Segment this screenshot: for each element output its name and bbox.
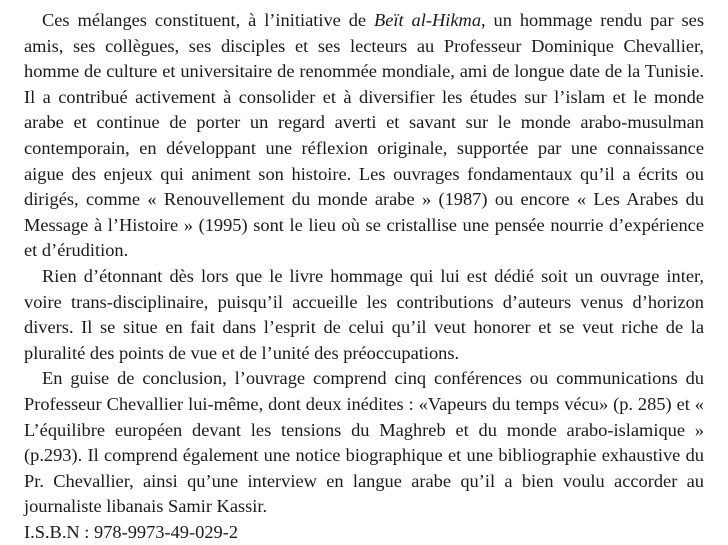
- institution-name: Beït al-Hikma: [374, 10, 482, 30]
- book-description: [24, 8, 704, 545]
- paragraph-intro-text-start: Ces mélanges constituent, à l’initiative de: [42, 10, 375, 30]
- paragraph-interdisciplinary: Rien d’étonnant dès lors que le livre hommage qui lui est dédié soit un ouvrage inter, voire trans-disciplinaire, puisqu’il accueille les contributions d’auteurs venus d’horizon divers. Il se situe en fait dans l’esprit de celui qu’il veut honorer et se veut riche de la pluralité des points de vue et de l’unité des préoccupations.: [24, 265, 704, 363]
- paragraph-conclusion: En guise de conclusion, l’ouvrage comprend cinq conférences ou communications du Professeur Chevallier lui-même, dont deux inédites : «Vapeurs du temps vécu» (p. 285) et « L’équilibre européen devant les tensions du Maghreb et du monde arabo-islamique » (p.293). Il comprend également une notice biographique et une bibliographie exhaustive du Pr. Chevallier, ainsi qu’une interview en langue arabe qu’il a bien voulu accorder au journaliste libanais Samir Kassir.: [24, 368, 704, 517]
- isbn-line: I.S.B.N : 978-9973-49-029-2: [24, 521, 239, 542]
- paragraph-intro-text-end: , un hommage rendu par ses amis, ses collègues, ses disciples et ses lecteurs au Professeur Dominique Chevallier, homme de culture et universitaire de renommée mondiale, ami de longue date de la Tunisie. Il a contribué activement à consolider et à diversifier les études sur l’islam et le monde arabe et continue de porter un regard averti et savant sur le monde arabo-musulman contemporain, en développant une réflexion originale, supportée par une connaissance aigue des enjeux qui animent son histoire. Les ouvrages fondamentaux qu’il a écrits ou dirigés, comme « Renouvellement du monde arabe » (1987) ou encore « Les Arabes du Message à l’Histoire » (1995) sont le lieu où se cristallise une pensée nourrie d’expérience et d’érudition.: [24, 10, 704, 261]
- paragraph-intro: [24, 8, 704, 264]
